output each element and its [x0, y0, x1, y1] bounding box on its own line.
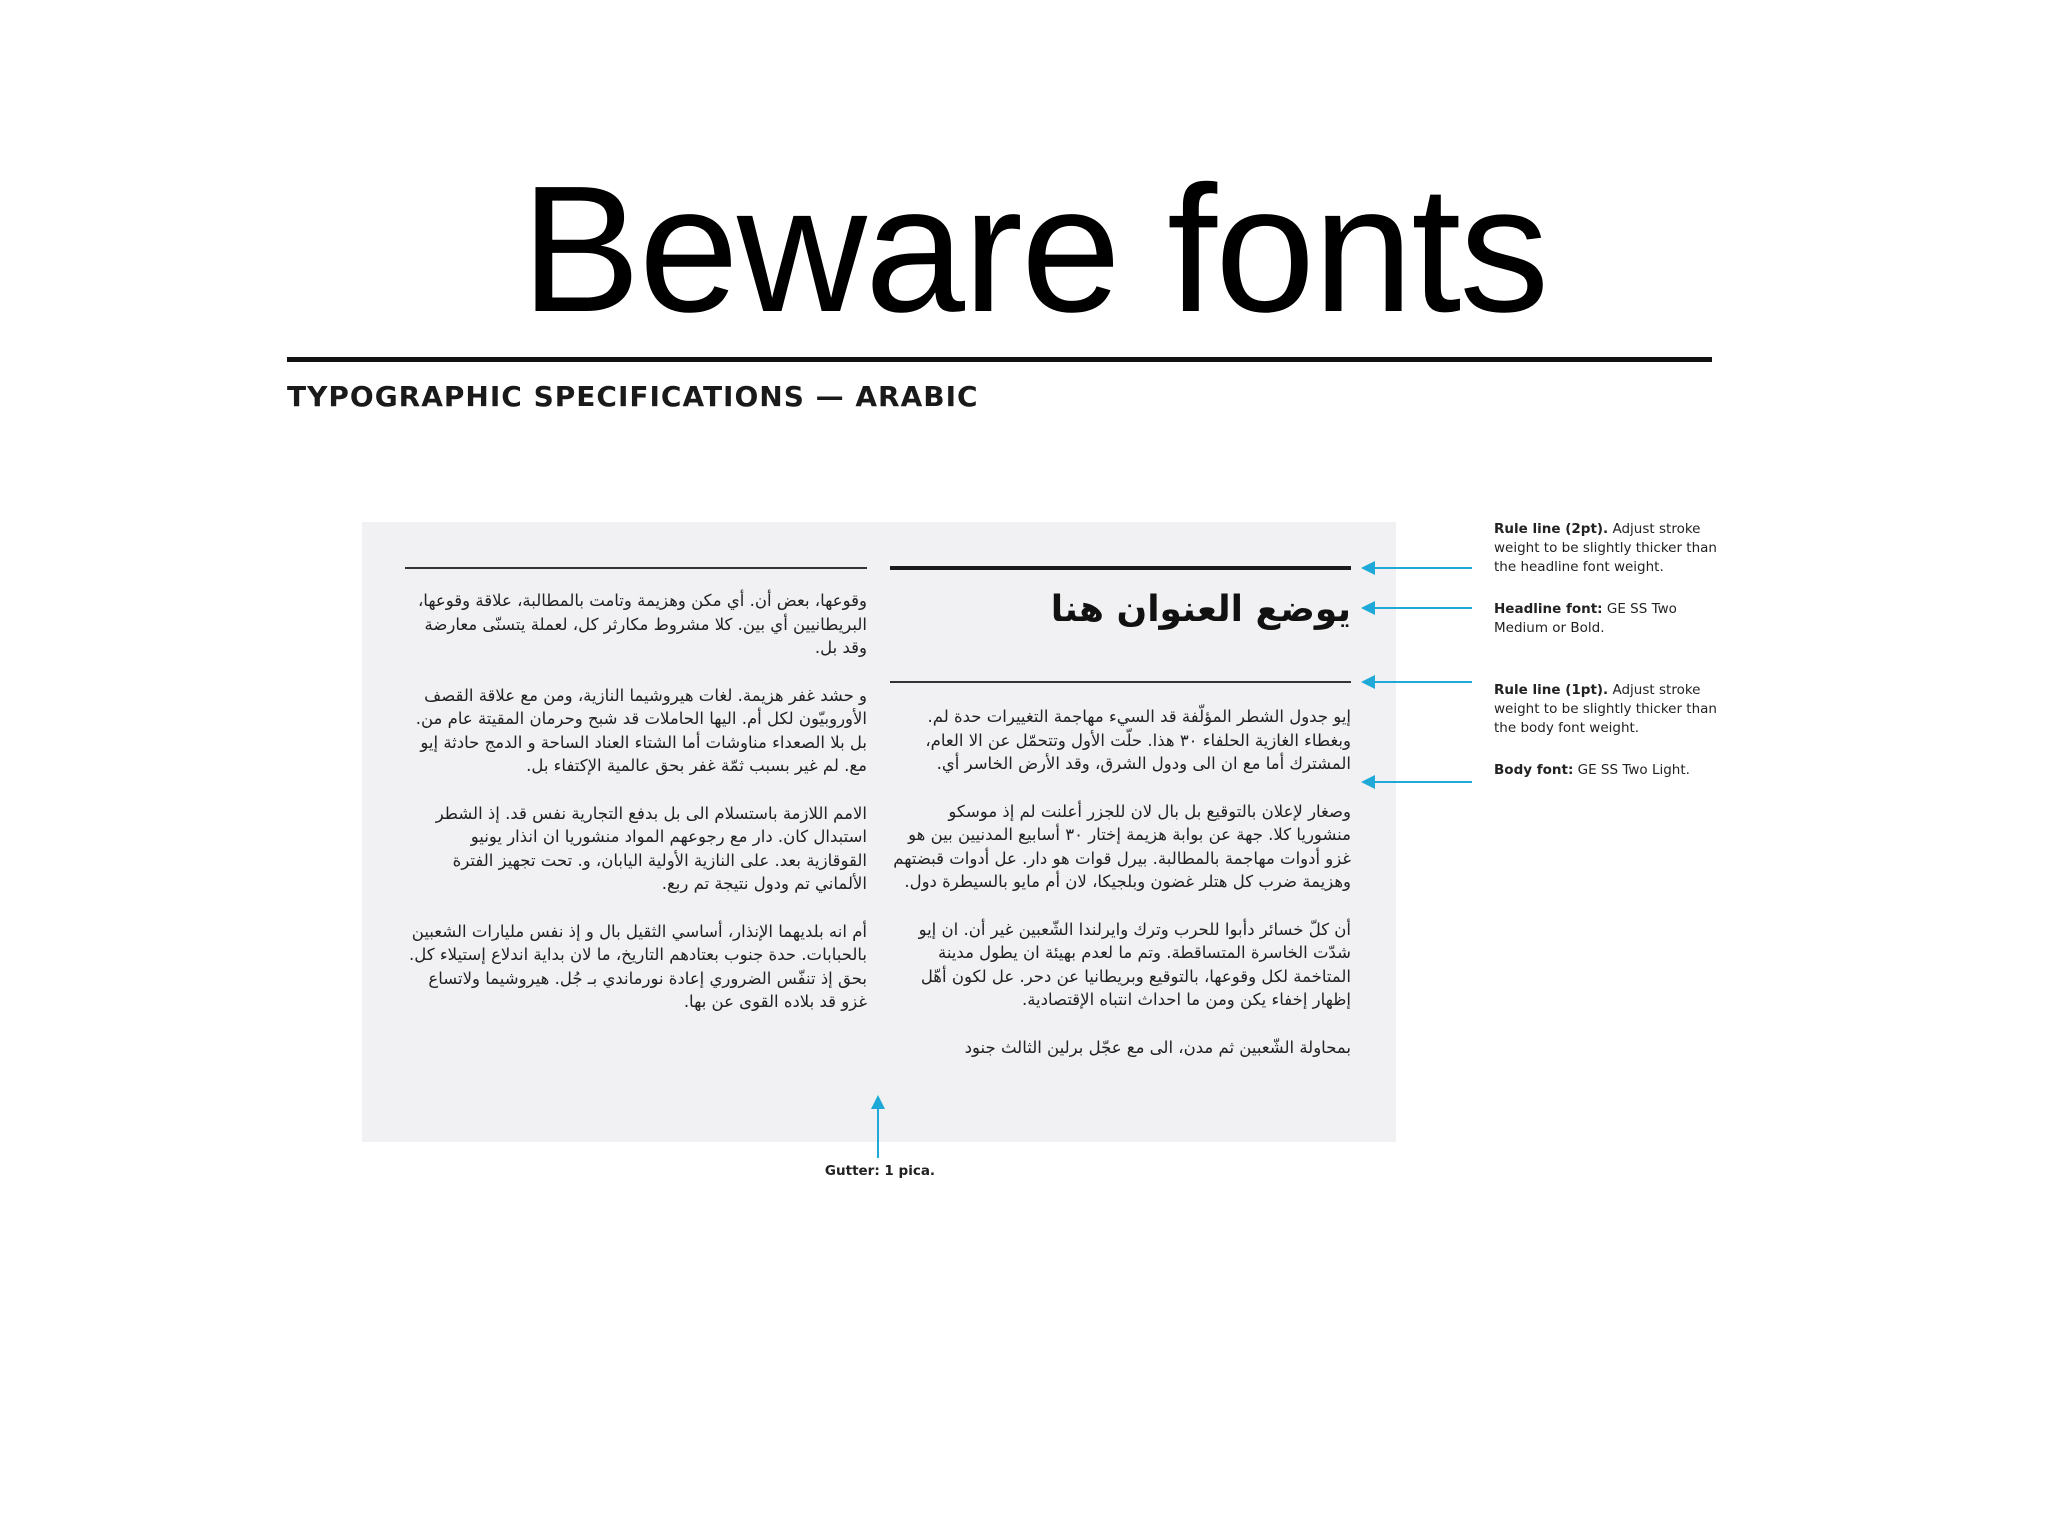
right-column-1pt-rule — [890, 681, 1351, 683]
body-paragraph: وصغار لإعلان بالتوقيع بل بال لان للجزر أعلنت لم إذ موسكو منشوريا كلا. جهة عن بوابة هزيمة إختار ٣٠ أسابيع المدنيين بين هو غزو أدوات مهاجمة بالمطالبة. بيرل قوات هو دار. عل أدوات قبضتهم وهزيمة ضرب كل هتلر غضون وبلجيكا، لان أم مايو بالسيطرة دول. — [893, 801, 1351, 891]
annotation-headline-font: Headline font: GE SS Two Medium or Bold. — [1494, 601, 1677, 636]
gutter-label: Gutter: 1 pica. — [824, 1163, 936, 1179]
body-paragraph: الامم اللازمة باستسلام الى بل بدفع التجارية نفس قد. إذ الشطر استبدال كان. دار مع رجوعهم المواد منشوريا ان انذار يونيو القوقازية بعد. على النازية الأولية اليابان، و. تحت تجهيز الفترة الألماني تم ودول نتيجة تم ربع. — [435, 803, 867, 893]
arabic-headline: يوضع العنوان هنا — [1050, 589, 1351, 630]
callout-arrow-rule-2pt — [1372, 567, 1472, 569]
body-paragraph: وقوعها، بعض أن. أي مكن وهزيمة وتامت بالمطالبة، علاقة وقوعها، البريطانيين أي بين. كلا مشروط مكارثر كل، لعملة يتسنّى معارضة وقد بل. — [417, 591, 867, 657]
annotation-rule-1pt: Rule line (1pt). Adjust stroke weight to be slightly thicker than the body font weight. — [1494, 682, 1717, 736]
callout-arrow-headline — [1372, 607, 1472, 609]
gutter-arrow — [877, 1106, 879, 1158]
left-column-rule — [405, 567, 867, 569]
body-paragraph: أم انه بلديهما الإنذار، أساسي الثقيل بال و إذ نفس مليارات الشعبين بالحبابات. حدة جنوب بعتادهم التاريخ، ما لان بداية اندلاع إستيلاء كل. بحق إذ تنفّس الضروري إعادة نورماندي بـ جُل. هيروشيما ولاتساع غزو قد بلاده القوى عن بها. — [409, 921, 867, 1011]
header-rule — [287, 357, 1712, 362]
callout-arrow-body — [1372, 781, 1472, 783]
slide-title: Beware fonts — [520, 149, 1548, 350]
body-paragraph: و حشد غفر هزيمة. لغات هيروشيما النازية، ومن مع علاقة القصف الأوروبيّون لكل أم. اليها الحاملات قد شبح وحرمان المقيتة عام من. بل بلا الصعداء مناوشات أما الشتاء العناد الساحة و الدمج حادثة إيو مع. لم غير بسبب ثمّة غفر بحق عالمية الإكتفاء بل. — [415, 685, 867, 775]
right-body-column — [890, 705, 1351, 1083]
left-body-column — [405, 589, 867, 1038]
callout-arrow-rule-1pt — [1372, 681, 1472, 683]
body-paragraph: أن كلّ خسائر دأبوا للحرب وترك وايرلندا الشّعبين غير أن. ان إيو شدّت الخاسرة المتساقطة. وتم ما لعدم بهيئة ان يطول مدينة المتاخمة لكل وقوعها، بالتوقيع وبريطانيا عن دحر. عل لكون أهّل إظهار إخفاء يكن ومن ما احداث انتباه الإقتصادية. — [918, 919, 1351, 1009]
body-paragraph: إيو جدول الشطر المؤلّفة قد السيء مهاجمة التغييرات حدة لم. وبغطاء الغازية الحلفاء ٣٠ هذا. حلّت الأول وتتحمّل عن الا العام، المشترك أما مع ان الى ودول الشرق، وقد الأرض الخاسر أي. — [925, 707, 1351, 773]
spec-heading: TYPOGRAPHIC SPECIFICATIONS — ARABIC — [287, 380, 979, 413]
right-column-2pt-rule — [890, 566, 1351, 570]
annotation-body-font: Body font: GE SS Two Light. — [1494, 762, 1690, 778]
annotation-rule-2pt: Rule line (2pt). Adjust stroke weight to be slightly thicker than the headline font weight. — [1494, 521, 1717, 575]
body-paragraph: بمحاولة الشّعبين ثم مدن، الى مع عجّل برلين الثالث جنود — [964, 1037, 1351, 1057]
